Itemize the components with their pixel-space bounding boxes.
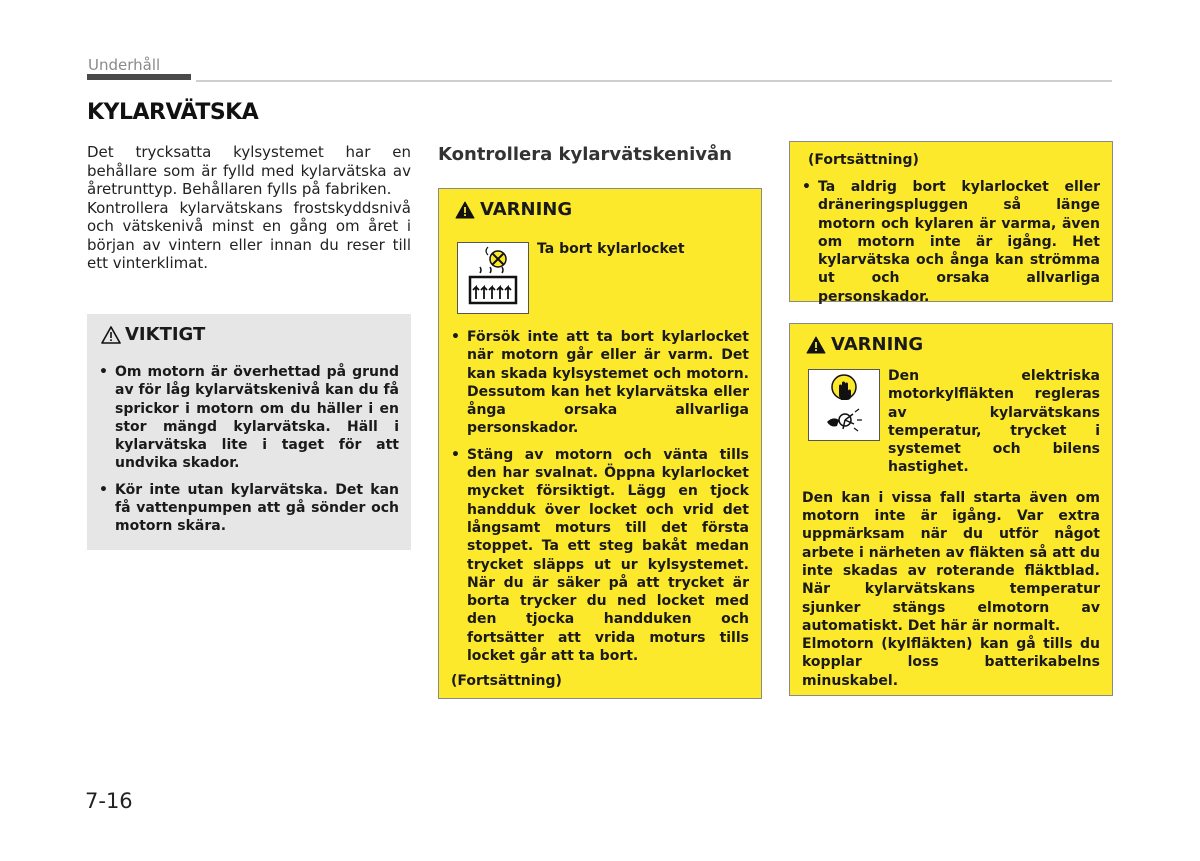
notice-heading-label: VIKTIGT bbox=[125, 324, 206, 345]
intro-paragraph-2: Kontrollera kylarvätskans frostskyddsnivå och vätskenivå minst en gång om året i början av vintern eller innan du reser till ett vinterklimat. bbox=[87, 198, 411, 272]
warning-heading bbox=[455, 199, 749, 220]
figure-frame bbox=[457, 242, 529, 314]
caution-outline-icon bbox=[101, 326, 121, 344]
hot-radiator-cap-icon bbox=[458, 243, 528, 313]
warning-heading bbox=[806, 334, 1100, 355]
warning-box-cooling-fan bbox=[789, 323, 1113, 696]
list-item: • Om motorn är överhettad på grund av för låg kylarvätskenivå kan du få sprickor i motorn om du häller i en stor mängd kylarvätska. Häll i kylarvätska lite i taget för att undvika skador. bbox=[99, 363, 399, 473]
header-rule-light bbox=[196, 80, 1112, 82]
figure-frame bbox=[808, 369, 880, 441]
warning-heading-label: VARNING bbox=[480, 199, 573, 220]
figure-caption: Ta bort kylarlocket bbox=[537, 241, 685, 257]
page-number: 7-16 bbox=[85, 789, 133, 813]
header-rule-dark bbox=[87, 74, 191, 80]
intro-text bbox=[87, 143, 411, 273]
warning-list bbox=[451, 328, 749, 665]
list-item: • Kör inte utan kylarvätska. Det kan få vattenpumpen att gå sönder och motorn skära. bbox=[99, 481, 399, 536]
notice-heading bbox=[101, 324, 399, 345]
list-item: • Försök inte att ta bort kylarlocket när motorn går eller är varm. Det kan skada kylsystemet och motorn. Dessutom kan het kylarvätska eller ånga orsaka allvarliga personskador. bbox=[451, 328, 749, 438]
subheading: Kontrollera kylarvätskenivån bbox=[438, 144, 732, 165]
continued-label: (Fortsättning) bbox=[808, 152, 919, 168]
fan-hand-caution-icon bbox=[809, 370, 879, 440]
list-item: • Ta aldrig bort kylarlocket eller dräneringspluggen så länge motorn och kylaren är varma, även om motorn inte är igång. Het kylarvätska och ånga kan strömma ut och orsaka allvarliga personskador. bbox=[802, 178, 1100, 306]
continued-label: (Fortsättning) bbox=[451, 673, 562, 690]
list-item: • Stäng av motorn och vänta tills den har svalnat. Öppna kylarlocket mycket försiktigt. Lägg en tjock handduk över locket och vrid det långsamt moturs till det första stoppet. Ta ett steg bakåt medan trycket släpps ut ur kylsystemet. När du är säker på att trycket är borta trycker du ned locket med den tjocka handduken och fortsätter att vrida moturs tills locket går att ta bort. bbox=[451, 446, 749, 666]
warning-icon bbox=[455, 201, 475, 219]
section-label: Underhåll bbox=[88, 56, 161, 74]
intro-paragraph-1: Det trycksatta kylsystemet har en behållare som är fylld med kylarvätska av åretrunttyp. Behållaren fylls på fabriken. bbox=[87, 143, 411, 198]
figure-row bbox=[808, 369, 1100, 477]
warning-box-radiator-cap bbox=[438, 188, 762, 699]
figure-caption: Den elektriska motorkylfläkten regleras av kylarvätskans temperatur, trycket i systemet och bilens hastighet. bbox=[888, 368, 1100, 476]
warning-icon bbox=[806, 336, 826, 354]
warning-list bbox=[802, 178, 1100, 306]
notice-list bbox=[99, 363, 399, 536]
figure-row bbox=[457, 242, 749, 314]
warning-heading-label: VARNING bbox=[831, 334, 924, 355]
page-title: KYLARVÄTSKA bbox=[87, 100, 259, 125]
notice-box bbox=[87, 314, 411, 550]
warning-paragraph-2: Elmotorn (kylfläkten) kan gå tills du kopplar loss batterikabelns minuskabel. bbox=[802, 636, 1100, 689]
warning-paragraph-1: Den kan i vissa fall starta även om motorn inte är igång. Var extra uppmärksam när du utför något arbete i närheten av fläkten så att du inte skadas av roterande fläktblad. När kylarvätskans temperatur sjunker stängs elmotorn av automatiskt. Det här är normalt. bbox=[802, 489, 1100, 634]
warning-box-continued bbox=[789, 141, 1113, 305]
